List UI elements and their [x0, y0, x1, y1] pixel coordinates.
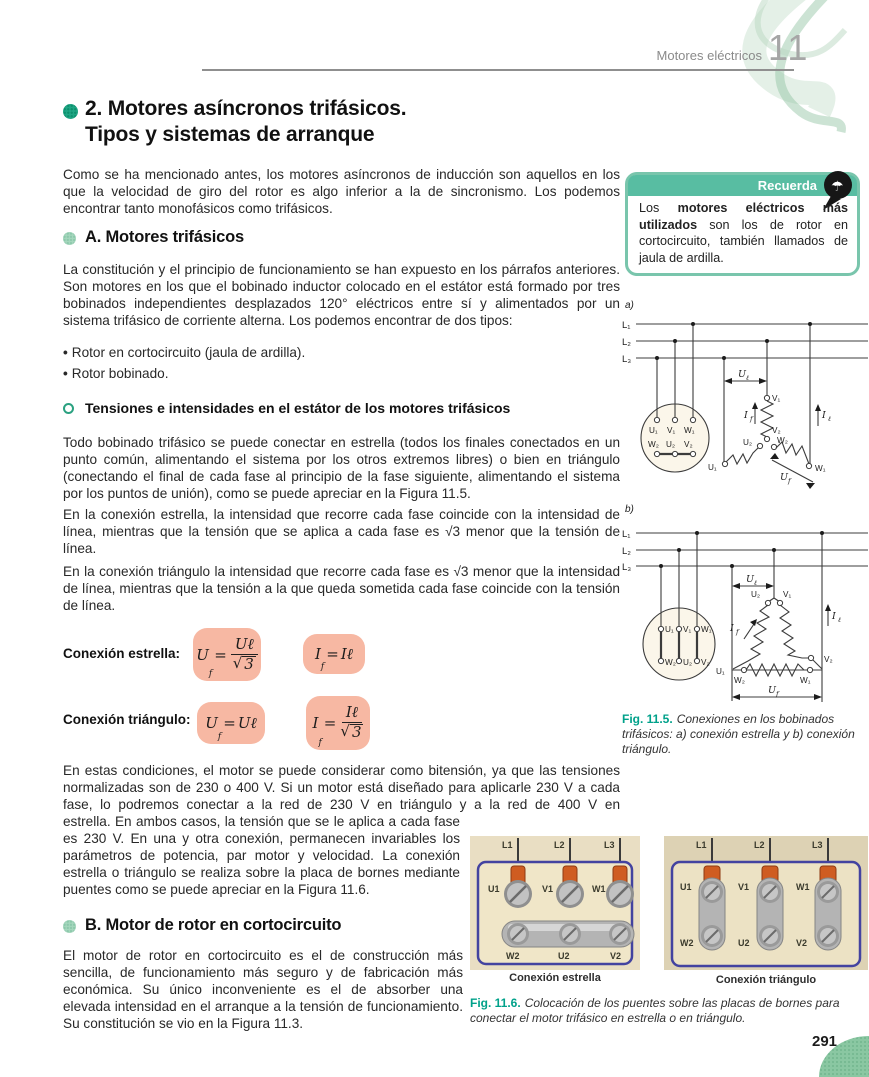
plate-label: U₂: [683, 658, 693, 667]
winding-label: W₂: [734, 676, 745, 685]
page-title-line1: 2. Motores asíncronos trifásicos.: [85, 97, 407, 120]
winding-label: W₁: [815, 464, 826, 473]
terminal-label: V1: [542, 884, 554, 894]
fraction-numerator: Uℓ: [231, 637, 258, 655]
winding-label: U₁: [708, 463, 717, 472]
fraction-denominator: [340, 723, 363, 741]
label-phase-current: I: [730, 623, 734, 634]
plate-label: W₁: [684, 426, 695, 435]
terminal-board-delta-photo: [664, 836, 868, 970]
terminal-label: V1: [738, 882, 750, 892]
label-line-voltage-sub: ℓ: [746, 374, 749, 382]
label-line-voltage-sub: ℓ: [754, 579, 757, 587]
label-line-current: I: [832, 611, 836, 622]
umbrella-icon: ☂: [831, 178, 844, 194]
winding-label: U₁: [716, 667, 725, 676]
diagram-b-label: b): [625, 504, 634, 515]
label-phase-voltage-sub: f: [788, 477, 791, 485]
formula-sub: f: [318, 738, 322, 748]
recuerda-body: [639, 200, 848, 266]
formula-delta-current: [306, 696, 370, 750]
terminal-label: U2: [558, 951, 570, 961]
terminal-label: U2: [738, 938, 750, 948]
terminal-label: W1: [796, 882, 810, 892]
formula-star-voltage: [193, 628, 261, 681]
section-a-paragraph-3: En la conexión estrella, la intensidad que recorre cada fase coincide con la intensidad de línea, mientras que la tensión que se aplica a cada fase es √3 menor que la tensión de línea.: [63, 507, 620, 556]
label-phase-current-sub: f: [750, 415, 753, 423]
list-item: [63, 345, 305, 360]
formula-sub: f: [208, 669, 213, 679]
page-title: [85, 96, 406, 148]
fraction-denominator: [233, 655, 256, 673]
line-label-l2: L₂: [622, 337, 631, 348]
formula-lhs: U: [196, 645, 209, 664]
winding-label: W₂: [777, 436, 788, 445]
fig-11-6-caption: [470, 996, 869, 1026]
header-rule: [202, 69, 794, 71]
delta-board-caption: Conexión triángulo: [715, 974, 817, 986]
winding-label: V₁: [783, 590, 792, 599]
terminal-label: U1: [488, 884, 500, 894]
terminal-label: W1: [592, 884, 606, 894]
diagram-a-label: a): [625, 300, 634, 311]
wire-label: L2: [754, 840, 765, 850]
line-label-l3: L₃: [622, 562, 632, 573]
list-item-text: Rotor bobinado.: [71, 366, 169, 381]
plate-label: V₂: [701, 658, 710, 667]
terminal-label: W2: [680, 938, 694, 948]
wire-label: L3: [812, 840, 823, 850]
radicand: 3: [244, 654, 254, 673]
list-bullet-icon: •: [63, 366, 68, 381]
chapter-number: 11: [768, 27, 810, 68]
fig-11-5-tag: Fig. 11.5.: [622, 712, 673, 726]
label-phase-voltage: U: [780, 472, 789, 483]
formula-delta-voltage: [197, 702, 265, 744]
section-a-paragraph-1: La constitución y el principio de funcionamiento se han expuesto en los párrafos anteriores. Son motores en los que el bobinado inductor colocado en el estátor está formado por tres bobinados independientes desplazados 120° eléctricos entre sí y alimentados por un sistema trifásico de corriente alterna. Los podemos encontrar de dos tipos:: [63, 262, 620, 328]
section-b-heading: B. Motor de rotor en cortocircuito: [85, 916, 342, 934]
radical-sign: √: [340, 722, 350, 740]
plate-label: U₂: [666, 440, 676, 449]
plate-label: U₁: [665, 625, 674, 634]
formula-sub: f: [320, 662, 325, 672]
formula-lhs: U: [205, 714, 218, 732]
winding-label: W₁: [800, 676, 811, 685]
label-line-voltage: U: [738, 369, 747, 380]
intro-paragraph: Como se ha mencionado antes, los motores asíncronos de inducción son aquellos en los que la velocidad de giro del rotor es algo inferior a la de sincronismo. Los podemos encontrar tanto monofásicos como trifásicos.: [63, 167, 620, 216]
page-number: 291: [812, 1033, 838, 1050]
wire-label: L2: [554, 840, 565, 850]
wire-label: L1: [696, 840, 707, 850]
fig-11-6-tag: Fig. 11.6.: [470, 996, 521, 1010]
plate-label: U₁: [649, 426, 658, 435]
fraction: [340, 705, 363, 741]
star-connection-diagram: [622, 296, 868, 502]
section-a-heading: A. Motores trifásicos: [85, 228, 245, 246]
wire-label: L1: [502, 840, 513, 850]
formula-star-current: [303, 634, 365, 674]
fraction: [231, 634, 258, 673]
bitension-paragraph-full: En estas condiciones, el motor se puede considerar como bitensión, ya que las tensiones normalizadas son de 230 o 400 V. Si un motor está diseñado para aplicarle 230 V a cada fase, lo podremos conectar a la red de 230 V en triángulo y a la red de 400 V en: [63, 763, 620, 812]
page-title-line2: Tipos y sistemas de arranque: [85, 123, 375, 146]
equals-sign: =: [326, 645, 339, 663]
label-line-current-sub: ℓ: [838, 616, 841, 624]
equals-sign: =: [214, 645, 227, 664]
terminal-label: V2: [796, 938, 808, 948]
fig-11-5-caption: [622, 712, 860, 757]
formula-sub: f: [217, 732, 222, 742]
star-board-caption: Conexión estrella: [509, 972, 601, 984]
wire-label: L3: [604, 840, 615, 850]
section-a-paragraph-2: Todo bobinado trifásico se puede conectar en estrella (todos los finales conectados en un punto común, alimentando el sistema por los otros extremos libres) o bien en triángulo (conectando el final de cada fase al principio de la fase siguiente, alimentando el sistema por los puntos de unión), como se puede apreciar en la Figura 11.5.: [63, 435, 620, 501]
equals-sign: =: [223, 714, 236, 732]
recuerda-text: son los de rotor en cortocircuito, también llamados de jaula de ardilla.: [639, 217, 848, 265]
recuerda-text-bold: motores eléctricos más utilizados: [639, 201, 848, 232]
radicand: 3: [351, 723, 362, 741]
recuerda-text: Los: [639, 201, 678, 215]
terminal-label: W2: [506, 951, 520, 961]
recuerda-box: [625, 172, 860, 276]
subsection-bullet-icon: [63, 920, 76, 933]
label-line-current-sub: ℓ: [828, 415, 831, 423]
label-phase-current: I: [744, 410, 748, 421]
label-line-current: I: [822, 410, 826, 421]
terminal-label: U1: [680, 882, 692, 892]
label-phase-current-sub: f: [736, 628, 739, 636]
list-item-text: Rotor en cortocircuito (jaula de ardilla).: [71, 345, 306, 360]
delta-connection-label: Conexión triángulo:: [63, 712, 191, 727]
decorative-smoke-graphic: [649, 0, 869, 150]
ring-bullet-icon: [63, 403, 74, 414]
formula-lhs: I: [312, 714, 319, 732]
fraction-numerator: Iℓ: [342, 705, 362, 723]
list-item: [63, 366, 169, 381]
star-connection-label: Conexión estrella:: [63, 646, 181, 661]
chapter-label: Motores eléctricos: [656, 48, 762, 63]
label-phase-voltage-sub: f: [776, 690, 779, 698]
winding-label: U₂: [743, 438, 753, 447]
equals-sign: =: [323, 714, 337, 732]
winding-label: U₂: [751, 590, 761, 599]
formula-rhs: Iℓ: [340, 644, 354, 663]
plate-label: W₂: [648, 440, 659, 449]
line-label-l2: L₂: [622, 546, 631, 557]
line-label-l1: L₁: [622, 529, 631, 540]
terminal-board-star-photo: [470, 836, 640, 970]
plate-label: W₁: [701, 625, 712, 634]
plate-label: V₂: [684, 440, 693, 449]
fig-11-6-text: Colocación de los puentes sobre las placas de bornes para conectar el motor trifásico en estrella o en triángulo.: [470, 996, 840, 1025]
plate-label: W₂: [665, 658, 676, 667]
formula-rhs: Uℓ: [237, 713, 257, 732]
section-b-paragraph-1: El motor de rotor en cortocircuito es el de construcción más sencilla, de funcionamiento más seguro y de fabricación más económica. Su único inconveniente es el de absorber una elevada intensidad en el arranque a la tensión de funcionamiento. Su constitución se vio en la Figura 11.3.: [63, 948, 463, 1031]
label-line-voltage: U: [746, 574, 755, 585]
radical-sign: √: [232, 653, 243, 672]
section-a-paragraph-4: En la conexión triángulo la intensidad que recorre cada fase es √3 menor que la intensidad de línea, mientras que la tensión a la que queda sometida cada fase coincide con la tensión de línea.: [63, 564, 620, 613]
winding-label: V₁: [772, 394, 781, 403]
fig-11-5-text: Conexiones en los bobinados trifásicos: a) conexión estrella y b) conexión triángulo.: [622, 712, 855, 756]
section-bullet-icon: [63, 104, 78, 119]
plate-label: V₁: [683, 625, 692, 634]
delta-connection-diagram: [622, 498, 868, 712]
recuerda-title: Recuerda: [628, 175, 857, 196]
list-bullet-icon: •: [63, 345, 68, 360]
line-label-l3: L₃: [622, 354, 632, 365]
plate-label: V₁: [667, 426, 676, 435]
subsection-bullet-icon: [63, 232, 76, 245]
bitension-paragraph-wrap: estrella. En ambos casos, la tensión que se le aplica a cada fase es 230 V. En una y otra conexión, permanecen invariables los parámetros de potencia, par motor y velocidad. La conexión estrella o triángulo se realiza sobre la placa de bornes mediante puentes como se puede apreciar en la Figura 11.6.: [63, 814, 460, 897]
section-a-subheading: Tensiones e intensidades en el estátor de los motores trifásicos: [85, 400, 511, 416]
label-phase-voltage: U: [768, 685, 777, 696]
terminal-label: V2: [610, 951, 622, 961]
formula-lhs: I: [314, 645, 321, 663]
winding-label: V₂: [772, 426, 781, 435]
winding-label: V₂: [824, 655, 833, 664]
line-label-l1: L₁: [622, 320, 631, 331]
